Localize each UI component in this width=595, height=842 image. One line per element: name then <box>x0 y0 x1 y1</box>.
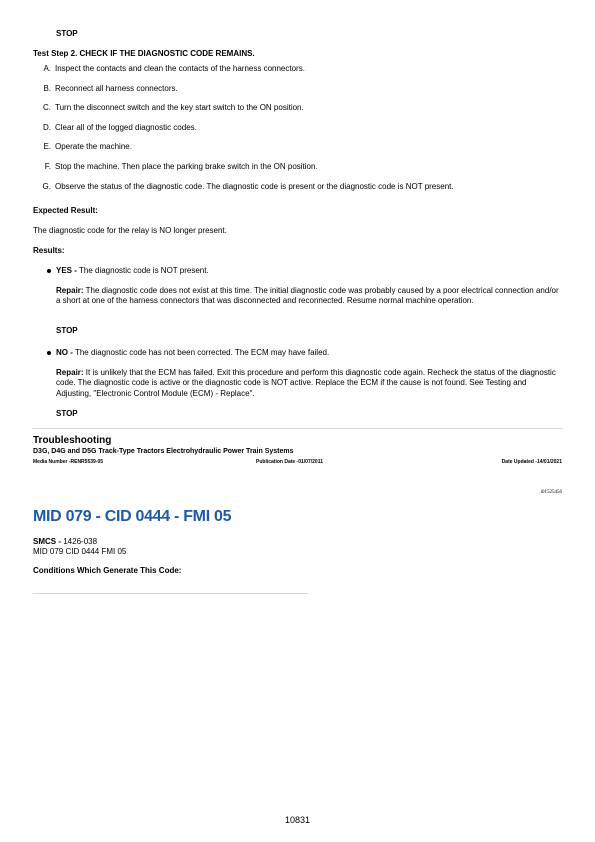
step-text: Operate the machine. <box>55 142 132 152</box>
list-item <box>33 142 563 162</box>
repair-no-text: It is unlikely that the ECM has failed. Exit this procedure and perform this diagnostic code again. Recheck the status of the diagnostic code. The diagnostic code is active or the diagnostic code is NOT active. Replace the ECM if the cause is not found. See Testing and Adjusting, "Electronic Control Module (ECM) - Replace". <box>56 368 556 398</box>
publication-date: Publication Date -01/07/2011 <box>256 459 323 465</box>
code-line: MID 079 CID 0444 FMI 05 <box>33 547 127 556</box>
bullet-icon <box>47 351 51 355</box>
document-subtitle: D3G, D4G and D5G Track-Type Tractors Electrohydraulic Power Train Systems <box>33 448 294 455</box>
result-no <box>56 348 563 358</box>
document-id: i01525456 <box>540 490 562 495</box>
header-divider <box>33 428 563 429</box>
step-letter: B. <box>43 83 51 93</box>
document-title: Troubleshooting <box>33 435 112 446</box>
repair-no-label: Repair: <box>56 368 84 377</box>
step-letter: D. <box>43 122 51 132</box>
step-text: Reconnect all harness connectors. <box>55 83 178 93</box>
list-item <box>33 64 563 84</box>
step-letter: E. <box>43 142 51 152</box>
list-item <box>33 162 563 182</box>
list-item <box>33 182 563 202</box>
stop-yes: STOP <box>56 326 78 335</box>
smcs-line <box>33 537 97 547</box>
section-divider <box>33 593 308 594</box>
step-text: Turn the disconnect switch and the key start switch to the ON position. <box>55 103 304 113</box>
step-text: Stop the machine. Then place the parking brake switch in the ON position. <box>55 161 318 171</box>
date-updated: Date Updated -14/01/2021 <box>501 459 562 465</box>
list-item <box>33 123 563 143</box>
section-title: MID 079 - CID 0444 - FMI 05 <box>33 508 232 525</box>
step-letter: A. <box>43 64 51 73</box>
results-heading: Results: <box>33 246 65 255</box>
repair-yes-label: Repair: <box>56 286 84 295</box>
repair-yes-text: The diagnostic code does not exist at this time. The initial diagnostic code was probably caused by a poor electrical connection and/or a short at one of the harness connectors that was disconnected and reconnected. Resume normal machine operation. <box>56 286 559 306</box>
repair-yes <box>56 286 563 307</box>
expected-result-text: The diagnostic code for the relay is NO longer present. <box>33 226 227 235</box>
stop-label: STOP <box>56 29 78 38</box>
step-text: Observe the status of the diagnostic code. The diagnostic code is present or the diagnostic code is NOT present. <box>55 181 454 191</box>
conditions-heading: Conditions Which Generate This Code: <box>33 566 182 575</box>
smcs-label: SMCS - <box>33 537 61 546</box>
page-number: 10831 <box>284 815 311 825</box>
test-step-title: Test Step 2. CHECK IF THE DIAGNOSTIC CODE REMAINS. <box>33 49 255 58</box>
result-yes-text: The diagnostic code is NOT present. <box>78 266 209 275</box>
step-text: Clear all of the logged diagnostic codes. <box>55 122 197 132</box>
step-text: Inspect the contacts and clean the contacts of the harness connectors. <box>55 64 305 73</box>
smcs-value: 1426-038 <box>63 537 98 546</box>
list-item <box>33 84 563 104</box>
result-no-label: NO - <box>56 348 73 357</box>
media-number: Media Number -RENR5539-05 <box>33 459 104 465</box>
step-list <box>33 64 563 201</box>
result-yes <box>56 266 563 276</box>
step-letter: G. <box>42 181 51 191</box>
expected-result-heading: Expected Result: <box>33 206 98 215</box>
step-letter: F. <box>44 161 51 171</box>
repair-no <box>56 368 563 399</box>
result-yes-label: YES - <box>56 266 77 275</box>
stop-no: STOP <box>56 409 78 418</box>
list-item <box>33 103 563 123</box>
result-no-text: The diagnostic code has not been corrected. The ECM may have failed. <box>74 348 330 357</box>
step-letter: C. <box>43 103 51 113</box>
bullet-icon <box>47 269 51 273</box>
